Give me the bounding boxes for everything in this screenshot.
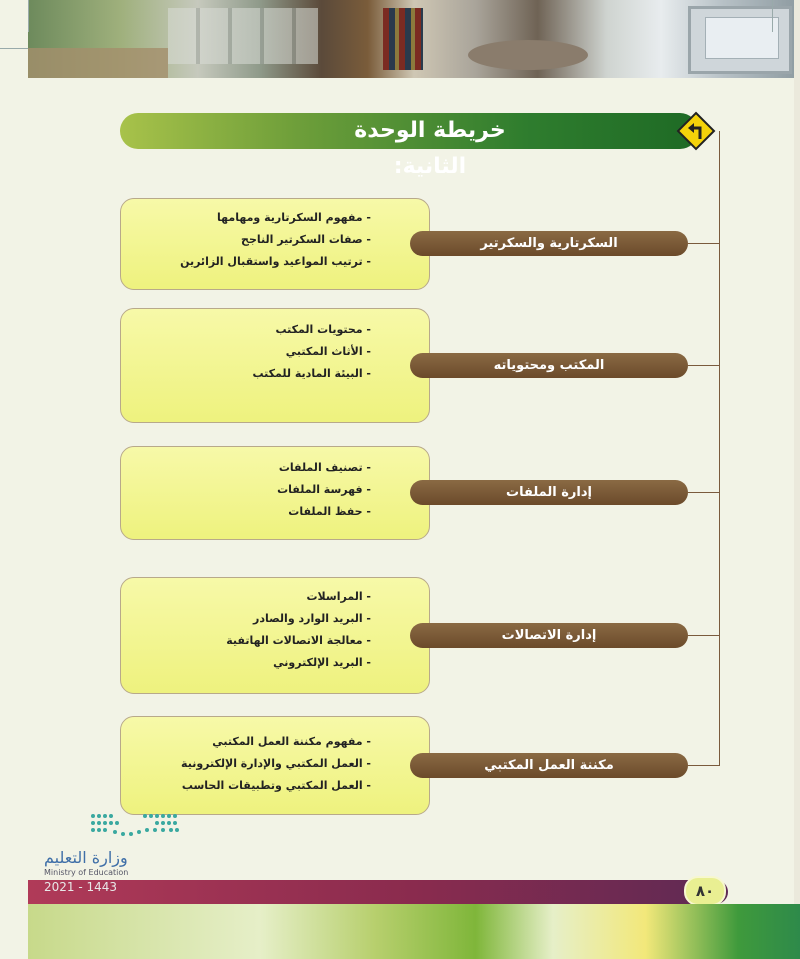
banner-books <box>383 8 423 70</box>
page-number: ٨٠ <box>684 876 726 906</box>
section-item: - فهرسة الملفات <box>277 483 371 496</box>
footer-decoration <box>28 904 800 959</box>
section-panel <box>120 446 430 540</box>
section-item: - الأثاث المكتبي <box>285 345 371 358</box>
ministry-logo-icon <box>85 808 185 848</box>
section-item: - ترتيب المواعيد واستقبال الزائرين <box>180 255 371 268</box>
section-item: - العمل المكتبي والإدارة الإلكترونية <box>181 757 371 770</box>
section-panel <box>120 308 430 423</box>
section-item: - مفهوم مكننة العمل المكتبي <box>212 735 371 748</box>
section-item: - تصنيف الملفات <box>278 461 371 474</box>
ministry-name-en: Ministry of Education <box>44 868 129 877</box>
branch-line <box>688 492 720 493</box>
section-pill: السكرتارية والسكرتير <box>410 231 688 256</box>
branch-line <box>688 365 720 366</box>
section-pill: مكننة العمل المكتبي <box>410 753 688 778</box>
section-item: - صفات السكرتير الناجح <box>241 233 371 246</box>
section-item: - محتويات المكتب <box>275 323 371 336</box>
section-item: - معالجة الاتصالات الهاتفية <box>226 634 371 647</box>
banner-keyboard <box>168 8 318 64</box>
section-item: - مفهوم السكرتارية ومهامها <box>217 211 371 224</box>
section-panel <box>120 716 430 815</box>
section-item: - البيئة المادية للمكتب <box>252 367 371 380</box>
crop-mark <box>28 0 29 32</box>
branch-line <box>688 243 720 244</box>
header-photo-banner <box>28 0 800 78</box>
footer-bar <box>28 880 728 904</box>
ministry-name-ar: وزارة التعليم <box>44 848 128 867</box>
edition-year: 2021 - 1443 <box>44 880 118 894</box>
section-item: - العمل المكتبي وتطبيقات الحاسب <box>181 779 371 792</box>
section-pill: إدارة الملفات <box>410 480 688 505</box>
section-pill: إدارة الاتصالات <box>410 623 688 648</box>
section-item: - حفظ الملفات <box>288 505 371 518</box>
crop-mark <box>772 0 773 32</box>
banner-table <box>468 40 588 70</box>
section-item: - المراسلات <box>306 590 371 603</box>
banner-desk <box>28 48 168 78</box>
section-item: - البريد الوارد والصادر <box>252 612 371 625</box>
crop-mark <box>0 48 28 49</box>
section-pill: المكتب ومحتوياته <box>410 353 688 378</box>
section-item: - البريد الإلكتروني <box>273 656 371 669</box>
branch-line <box>688 765 720 766</box>
page-edge <box>794 0 800 959</box>
turn-sign-icon <box>676 111 716 151</box>
map-trunk-line <box>719 131 720 765</box>
page-title: خريطة الوحدة الثانية: <box>354 118 506 179</box>
section-panel <box>120 577 430 694</box>
branch-line <box>688 635 720 636</box>
section-panel <box>120 198 430 290</box>
banner-monitor <box>688 6 792 74</box>
